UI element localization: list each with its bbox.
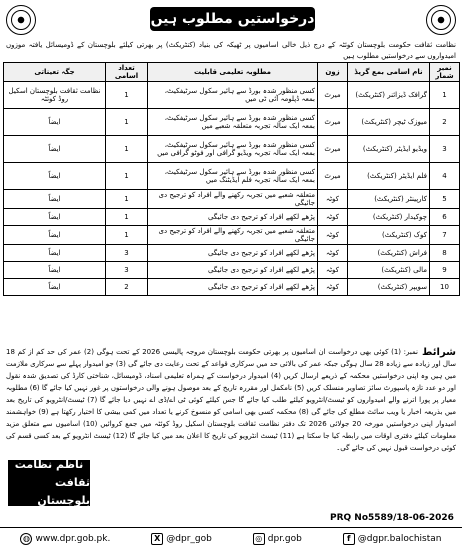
twitter-handle: @dpr_gob xyxy=(166,533,212,544)
zone-cell: کوٹہ xyxy=(318,190,348,209)
zone-cell: کوٹہ xyxy=(318,226,348,245)
count-cell: 1 xyxy=(106,163,148,190)
serial-cell: 1 xyxy=(430,82,460,109)
website-link[interactable] xyxy=(20,533,110,545)
government-emblem-icon xyxy=(426,5,456,35)
col-header-count: تعداد اسامی xyxy=(106,63,148,82)
count-cell: 2 xyxy=(106,279,148,296)
qualification-cell: کسی منظور شدہ بورڈ سے ہائیر سکول سرٹیفکیٹ، بمعہ ڈپلومہ آئی ٹی میں xyxy=(148,82,318,109)
col-header-post: نام اسامی بمع گریڈ xyxy=(348,63,430,82)
place-cell: ایضاً xyxy=(4,136,106,163)
table-row xyxy=(4,245,460,262)
zone-cell: کوٹہ xyxy=(318,262,348,279)
qualification-cell: کسی منظور شدہ بورڈ سے ہائیر سکول سرٹیفکیٹ، بمعہ ایک سالہ تجربہ فلم ایڈیٹنگ میں xyxy=(148,163,318,190)
qualification-cell: پڑھے لکھے افراد کو ترجیح دی جائیگی xyxy=(148,262,318,279)
qualification-cell: پڑھے لکھے افراد کو ترجیح دی جائیگی xyxy=(148,209,318,226)
table-row xyxy=(4,226,460,245)
count-cell: 1 xyxy=(106,226,148,245)
balochistan-emblem-icon xyxy=(6,5,36,35)
post-cell: فلم ایڈیٹر (کنٹریکٹ) xyxy=(348,163,430,190)
post-cell: کارپینٹر (کنٹریکٹ) xyxy=(348,190,430,209)
twitter-link[interactable] xyxy=(151,533,212,545)
place-cell: ایضاً xyxy=(4,190,106,209)
zone-cell: میرٹ xyxy=(318,82,348,109)
count-cell: 1 xyxy=(106,109,148,136)
col-header-qualification: مطلوبہ تعلیمی قابلیت xyxy=(148,63,318,82)
post-cell: گرافک ڈیزائنر (کنٹریکٹ) xyxy=(348,82,430,109)
facebook-icon: f xyxy=(343,533,355,545)
serial-cell: 8 xyxy=(430,245,460,262)
facebook-handle: @dgpr.balochistan xyxy=(357,533,442,544)
globe-icon: ◍ xyxy=(20,533,32,545)
serial-cell: 3 xyxy=(430,136,460,163)
post-cell: ویڈیو ایڈیٹر (کنٹریکٹ) xyxy=(348,136,430,163)
instagram-icon: ◎ xyxy=(253,533,265,545)
prq-number: PRQ No5589/18-06-2026 xyxy=(330,513,454,523)
serial-cell: 7 xyxy=(430,226,460,245)
signature-line-2: ثقافت بلوچستان xyxy=(37,476,90,507)
intro-text: نظامت ثقافت حکومت بلوچستان کوئٹہ کے درج ذیل خالی اسامیوں پر ٹھیکہ کی بنیاد (کنٹریکٹ) پر بھرتی کیلئے بلوچستان کے ڈومیسائل یافتہ موزوں امیدواروں سے درخواستیں مطلوب ہیں xyxy=(6,41,456,60)
col-header-zone: زون xyxy=(318,63,348,82)
zone-cell: میرٹ xyxy=(318,163,348,190)
place-cell: نظامت ثقافت بلوچستان اسکیل روڈ کوئٹہ xyxy=(4,82,106,109)
qualification-cell: پڑھے لکھے افراد کو ترجیح دی جائیگی xyxy=(148,245,318,262)
zone-cell: میرٹ xyxy=(318,136,348,163)
post-cell: چوکیدار (کنٹریکٹ) xyxy=(348,209,430,226)
post-cell: مالی (کنٹریکٹ) xyxy=(348,262,430,279)
zone-cell: کوٹہ xyxy=(318,245,348,262)
page-title: درخواستیں مطلوب ہیں xyxy=(150,7,315,31)
qualification-cell: متعلقہ شعبے میں تجربہ رکھنے والے افراد کو ترجیح دی جائیگی xyxy=(148,226,318,245)
signature-line-1: ناظم نظامت xyxy=(14,458,84,471)
post-cell: میوزک ٹیچر (کنٹریکٹ) xyxy=(348,109,430,136)
facebook-link[interactable] xyxy=(343,533,442,545)
table-row xyxy=(4,279,460,296)
instagram-link[interactable] xyxy=(253,533,302,545)
serial-cell: 10 xyxy=(430,279,460,296)
serial-cell: 5 xyxy=(430,190,460,209)
zone-cell: کوٹہ xyxy=(318,279,348,296)
table-row xyxy=(4,82,460,109)
post-cell: سویپر (کنٹریکٹ) xyxy=(348,279,430,296)
conditions-text: نمبر: (1) کوئی بھی درخواست ان اسامیوں پر بھرتی حکومت بلوچستان مروجہ پالیسی 2026 کے تحت ہوگی (2) عمر کی حد کم از کم 18 سال اور زیادہ سے زیادہ 28 سال ہوگی جبکہ عمر کی بالائی حد میں سرکاری قواعد کے تحت رعایت دی جائے گی (3) جو امیدوار پہلے سے سرکاری ملازمت میں ہیں وہ اپنی درخواستیں محکمہ کے ذریعے ارسال کریں (4) امیدوار درخواست کے ہمراہ تعلیمی اسناد، ڈومیسائل، شناختی کارڈ کی تصدیق شدہ نقول اور دو عدد تازہ پاسپورٹ سائز تصاویر منسلک کریں (5) نامکمل اور مقررہ تاریخ کے بعد موصول ہونے والی درخواستوں پر غور نہیں کیا جائے گا (6) مطلوبہ معیار پر پورا اترنے والے امیدواروں کو ٹیسٹ/انٹرویو کیلئے طلب کیا جائے گا جس کیلئے کوئی ٹی اے/ڈی اے نہیں دیا جائے گا (7) ٹیسٹ/انٹرویو کی تاریخ بعد میں بذریعہ اخبار یا ویب سائٹ مطلع کی جائے گی (8) محکمہ کسی بھی اسامی کو منسوخ کرنے یا تعداد میں کمی بیشی کا اختیار رکھتا ہے (9) خواہشمند امیدوار اپنی درخواستیں مورخہ 20 جولائی 2026 تک دفتر نظامت ثقافت بلوچستان اسکیل روڈ کوئٹہ میں جمع کروائیں (10) اسامیوں سے متعلق مزید معلومات کیلئے دفتری اوقات میں رابطہ کیا جا سکتا ہے (11) ٹیسٹ انٹرویو کی تاریخ کا اعلان بعد میں کیا جائے گا (12) ٹیسٹ انٹرویو کے بعد کسی قسم کی کوئی درخواست قبول نہیں کی جائے گی۔ xyxy=(6,348,457,452)
place-cell: ایضاً xyxy=(4,262,106,279)
signature-block xyxy=(8,460,90,506)
count-cell: 1 xyxy=(106,82,148,109)
col-header-serial: نمبر شمار xyxy=(430,63,460,82)
col-header-place: جگہ تعیناتی xyxy=(4,63,106,82)
website-text: www.dpr.gob.pk. xyxy=(35,533,111,544)
place-cell: ایضاً xyxy=(4,279,106,296)
table-row xyxy=(4,190,460,209)
serial-cell: 6 xyxy=(430,209,460,226)
serial-cell: 4 xyxy=(430,163,460,190)
qualification-cell: کسی منظور شدہ بورڈ سے ہائیر سکول سرٹیفکیٹ، بمعہ ایک سالہ تجربہ ویڈیو گرافی اور فوٹو گرافی میں xyxy=(148,136,318,163)
table-row xyxy=(4,262,460,279)
count-cell: 1 xyxy=(106,190,148,209)
qualification-cell: پڑھے لکھے افراد کو ترجیح دی جائیگی xyxy=(148,279,318,296)
table-row xyxy=(4,136,460,163)
count-cell: 1 xyxy=(106,136,148,163)
place-cell: ایضاً xyxy=(4,226,106,245)
post-cell: کوک (کنٹریکٹ) xyxy=(348,226,430,245)
post-cell: فراش (کنٹریکٹ) xyxy=(348,245,430,262)
table-row xyxy=(4,209,460,226)
footer-bar xyxy=(0,527,462,549)
table-row xyxy=(4,109,460,136)
count-cell: 3 xyxy=(106,245,148,262)
place-cell: ایضاً xyxy=(4,209,106,226)
zone-cell: میرٹ xyxy=(318,109,348,136)
place-cell: ایضاً xyxy=(4,109,106,136)
table-row xyxy=(4,163,460,190)
serial-cell: 2 xyxy=(430,109,460,136)
zone-cell: کوٹہ xyxy=(318,209,348,226)
qualification-cell: کسی منظور شدہ بورڈ سے ہائیر سکول سرٹیفکیٹ، بمعہ ایک سالہ تجربہ متعلقہ شعبے میں xyxy=(148,109,318,136)
instagram-handle: dpr.gob xyxy=(267,533,302,544)
place-cell: ایضاً xyxy=(4,163,106,190)
qualification-cell: متعلقہ شعبے میں تجربہ رکھنے والے افراد کو ترجیح دی جائیگی xyxy=(148,190,318,209)
x-twitter-icon: X xyxy=(151,533,163,545)
count-cell: 1 xyxy=(106,209,148,226)
place-cell: ایضاً xyxy=(4,245,106,262)
vacancies-table xyxy=(3,62,460,296)
conditions-heading: شرائط xyxy=(422,347,456,358)
count-cell: 3 xyxy=(106,262,148,279)
serial-cell: 9 xyxy=(430,262,460,279)
table-header-row xyxy=(4,63,460,82)
